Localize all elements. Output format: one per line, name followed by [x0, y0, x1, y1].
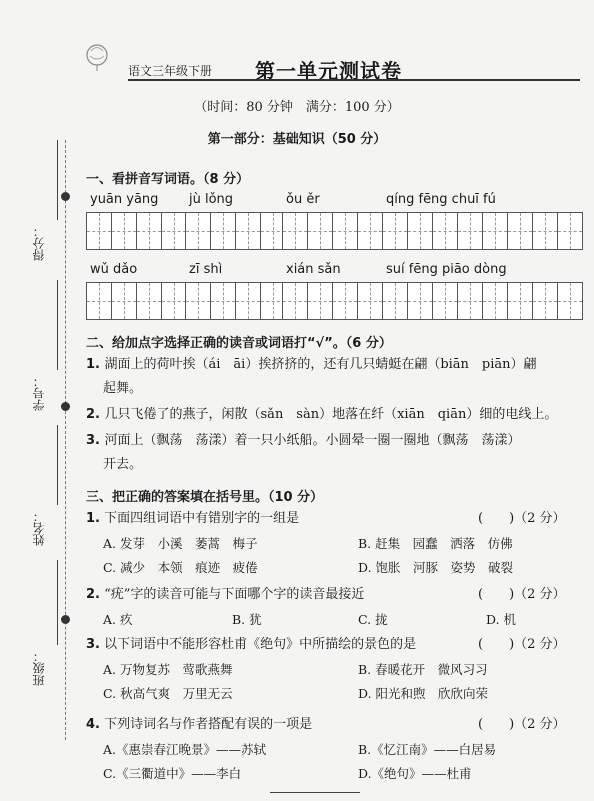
- writing-box[interactable]: [282, 212, 308, 250]
- section-2-title: 二、给加点字选择正确的读音或词语打“√”。（6 分）: [86, 336, 392, 351]
- writing-box[interactable]: [185, 212, 211, 250]
- question: 2. 几只飞倦了的燕子，闲散（sǎn sàn）地落在纤（xiān qiān）细的电线上。: [86, 407, 558, 422]
- writing-boxes: [382, 282, 583, 320]
- writing-box[interactable]: [161, 212, 187, 250]
- side-label-name: 姓名：: [32, 510, 46, 546]
- writing-box[interactable]: [557, 282, 583, 320]
- answer-option[interactable]: B. 犹: [232, 612, 262, 627]
- answer-blank[interactable]: ( )（2 分）: [478, 587, 566, 602]
- exam-time: （时间：80 分钟 满分：100 分）: [194, 100, 400, 115]
- question: 2. “疣”字的读音可能与下面哪个字的读音最接近: [86, 587, 365, 602]
- answer-blank[interactable]: ( )（2 分）: [478, 717, 566, 732]
- writing-box[interactable]: [307, 212, 333, 250]
- writing-box[interactable]: [235, 282, 261, 320]
- pinyin-label: zī shì: [189, 262, 223, 277]
- pinyin-label: jù lǒng: [189, 192, 234, 207]
- header-subtitle: 语文三年级下册: [128, 64, 213, 78]
- answer-option[interactable]: B.《忆江南》——白居易: [358, 742, 497, 757]
- writing-box[interactable]: [332, 282, 358, 320]
- page-title: 第一单元测试卷: [255, 59, 402, 83]
- answer-option[interactable]: D. 阳光和煦 欣欣向荣: [358, 686, 489, 701]
- writing-box[interactable]: [482, 212, 508, 250]
- header-divider: [128, 79, 580, 81]
- answer-option[interactable]: C.《三衢道中》——李白: [103, 766, 242, 781]
- writing-box[interactable]: [482, 282, 508, 320]
- writing-box[interactable]: [235, 212, 261, 250]
- answer-option[interactable]: D.《绝句》——杜甫: [358, 766, 472, 781]
- answer-option[interactable]: A.《惠崇春江晚景》——苏轼: [103, 742, 267, 757]
- writing-box[interactable]: [210, 282, 236, 320]
- writing-box[interactable]: [136, 282, 162, 320]
- answer-option[interactable]: A. 发芽 小溪 萎蒿 梅子: [103, 536, 258, 551]
- answer-option[interactable]: D. 饱胀 河豚 姿势 破裂: [358, 560, 514, 575]
- writing-boxes: [185, 282, 286, 320]
- answer-option[interactable]: C. 减少 本领 痕迹 疲倦: [103, 560, 258, 575]
- writing-box[interactable]: [210, 212, 236, 250]
- answer-option[interactable]: C. 拢: [358, 612, 388, 627]
- answer-option[interactable]: B. 春暖花开 微风习习: [358, 662, 488, 677]
- side-label-id: 学号：: [32, 375, 46, 411]
- writing-box[interactable]: [457, 212, 483, 250]
- writing-box[interactable]: [307, 282, 333, 320]
- writing-boxes: [86, 212, 187, 250]
- writing-box[interactable]: [382, 282, 408, 320]
- writing-box[interactable]: [532, 212, 558, 250]
- pinyin-label: ǒu ěr: [286, 192, 320, 207]
- answer-blank[interactable]: ( )（2 分）: [478, 511, 566, 526]
- pinyin-label: qíng fēng chuī fú: [386, 192, 496, 207]
- writing-box[interactable]: [507, 282, 533, 320]
- writing-box[interactable]: [185, 282, 211, 320]
- logo-icon: [82, 42, 112, 72]
- writing-box[interactable]: [136, 212, 162, 250]
- pinyin-label: xián sǎn: [286, 262, 341, 277]
- binding-dot: [61, 192, 70, 201]
- writing-box[interactable]: [432, 282, 458, 320]
- question: 3. 河面上（飘荡 荡漾）着一只小纸船。小圆晕一圈一圈地（飘荡 荡漾）: [86, 433, 521, 448]
- question-cont: 开去。: [103, 457, 143, 472]
- writing-box[interactable]: [407, 212, 433, 250]
- writing-box[interactable]: [457, 282, 483, 320]
- question: 1. 下面四组词语中有错别字的一组是: [86, 511, 300, 526]
- writing-boxes: [282, 212, 383, 250]
- writing-box[interactable]: [357, 282, 383, 320]
- writing-box[interactable]: [532, 282, 558, 320]
- writing-boxes: [382, 212, 583, 250]
- writing-boxes: [86, 282, 187, 320]
- writing-box[interactable]: [382, 212, 408, 250]
- writing-box[interactable]: [111, 282, 137, 320]
- part-title: 第一部分：基础知识（50 分）: [207, 132, 387, 147]
- answer-option[interactable]: A. 疚: [103, 612, 133, 627]
- writing-box[interactable]: [507, 212, 533, 250]
- side-label-score: 得分：: [32, 225, 46, 261]
- section-3-title: 三、把正确的答案填在括号里。（10 分）: [86, 490, 324, 505]
- question: 1. 湖面上的荷叶挨（ái āi）挨挤挤的，还有几只蜻蜓在翩（biān piān）翩: [86, 357, 537, 372]
- section-1-title: 一、看拼音写词语。（8 分）: [86, 172, 250, 187]
- class-line: [57, 560, 58, 645]
- answer-blank[interactable]: ( )（2 分）: [478, 637, 566, 652]
- writing-boxes: [185, 212, 286, 250]
- score-line: [57, 140, 58, 220]
- writing-box[interactable]: [332, 212, 358, 250]
- answer-option[interactable]: A. 万物复苏 莺歌燕舞: [103, 662, 233, 677]
- writing-boxes: [282, 282, 383, 320]
- answer-option[interactable]: D. 机: [486, 612, 517, 627]
- binding-dot: [61, 402, 70, 411]
- writing-box[interactable]: [282, 282, 308, 320]
- writing-box[interactable]: [111, 212, 137, 250]
- writing-box[interactable]: [357, 212, 383, 250]
- writing-box[interactable]: [86, 212, 112, 250]
- binding-dot: [61, 615, 70, 624]
- writing-box[interactable]: [407, 282, 433, 320]
- question: 3. 以下词语中不能形容杜甫《绝句》中所描绘的景色的是: [86, 637, 417, 652]
- pinyin-label: suí fēng piāo dòng: [386, 262, 507, 277]
- writing-box[interactable]: [557, 212, 583, 250]
- pinyin-label: wǔ dǎo: [90, 262, 138, 277]
- pinyin-label: yuān yāng: [90, 192, 159, 207]
- cut-line: [65, 140, 66, 740]
- side-label-class: 班级：: [32, 650, 46, 686]
- question-cont: 起舞。: [103, 381, 143, 396]
- answer-option[interactable]: B. 赶集 园蠢 洒落 仿佛: [358, 536, 513, 551]
- writing-box[interactable]: [86, 282, 112, 320]
- writing-box[interactable]: [432, 212, 458, 250]
- name-line: [57, 425, 58, 505]
- id-line: [57, 280, 58, 370]
- writing-box[interactable]: [161, 282, 187, 320]
- answer-option[interactable]: C. 秋高气爽 万里无云: [103, 686, 233, 701]
- question: 4. 下列诗词名与作者搭配有误的一项是: [86, 717, 313, 732]
